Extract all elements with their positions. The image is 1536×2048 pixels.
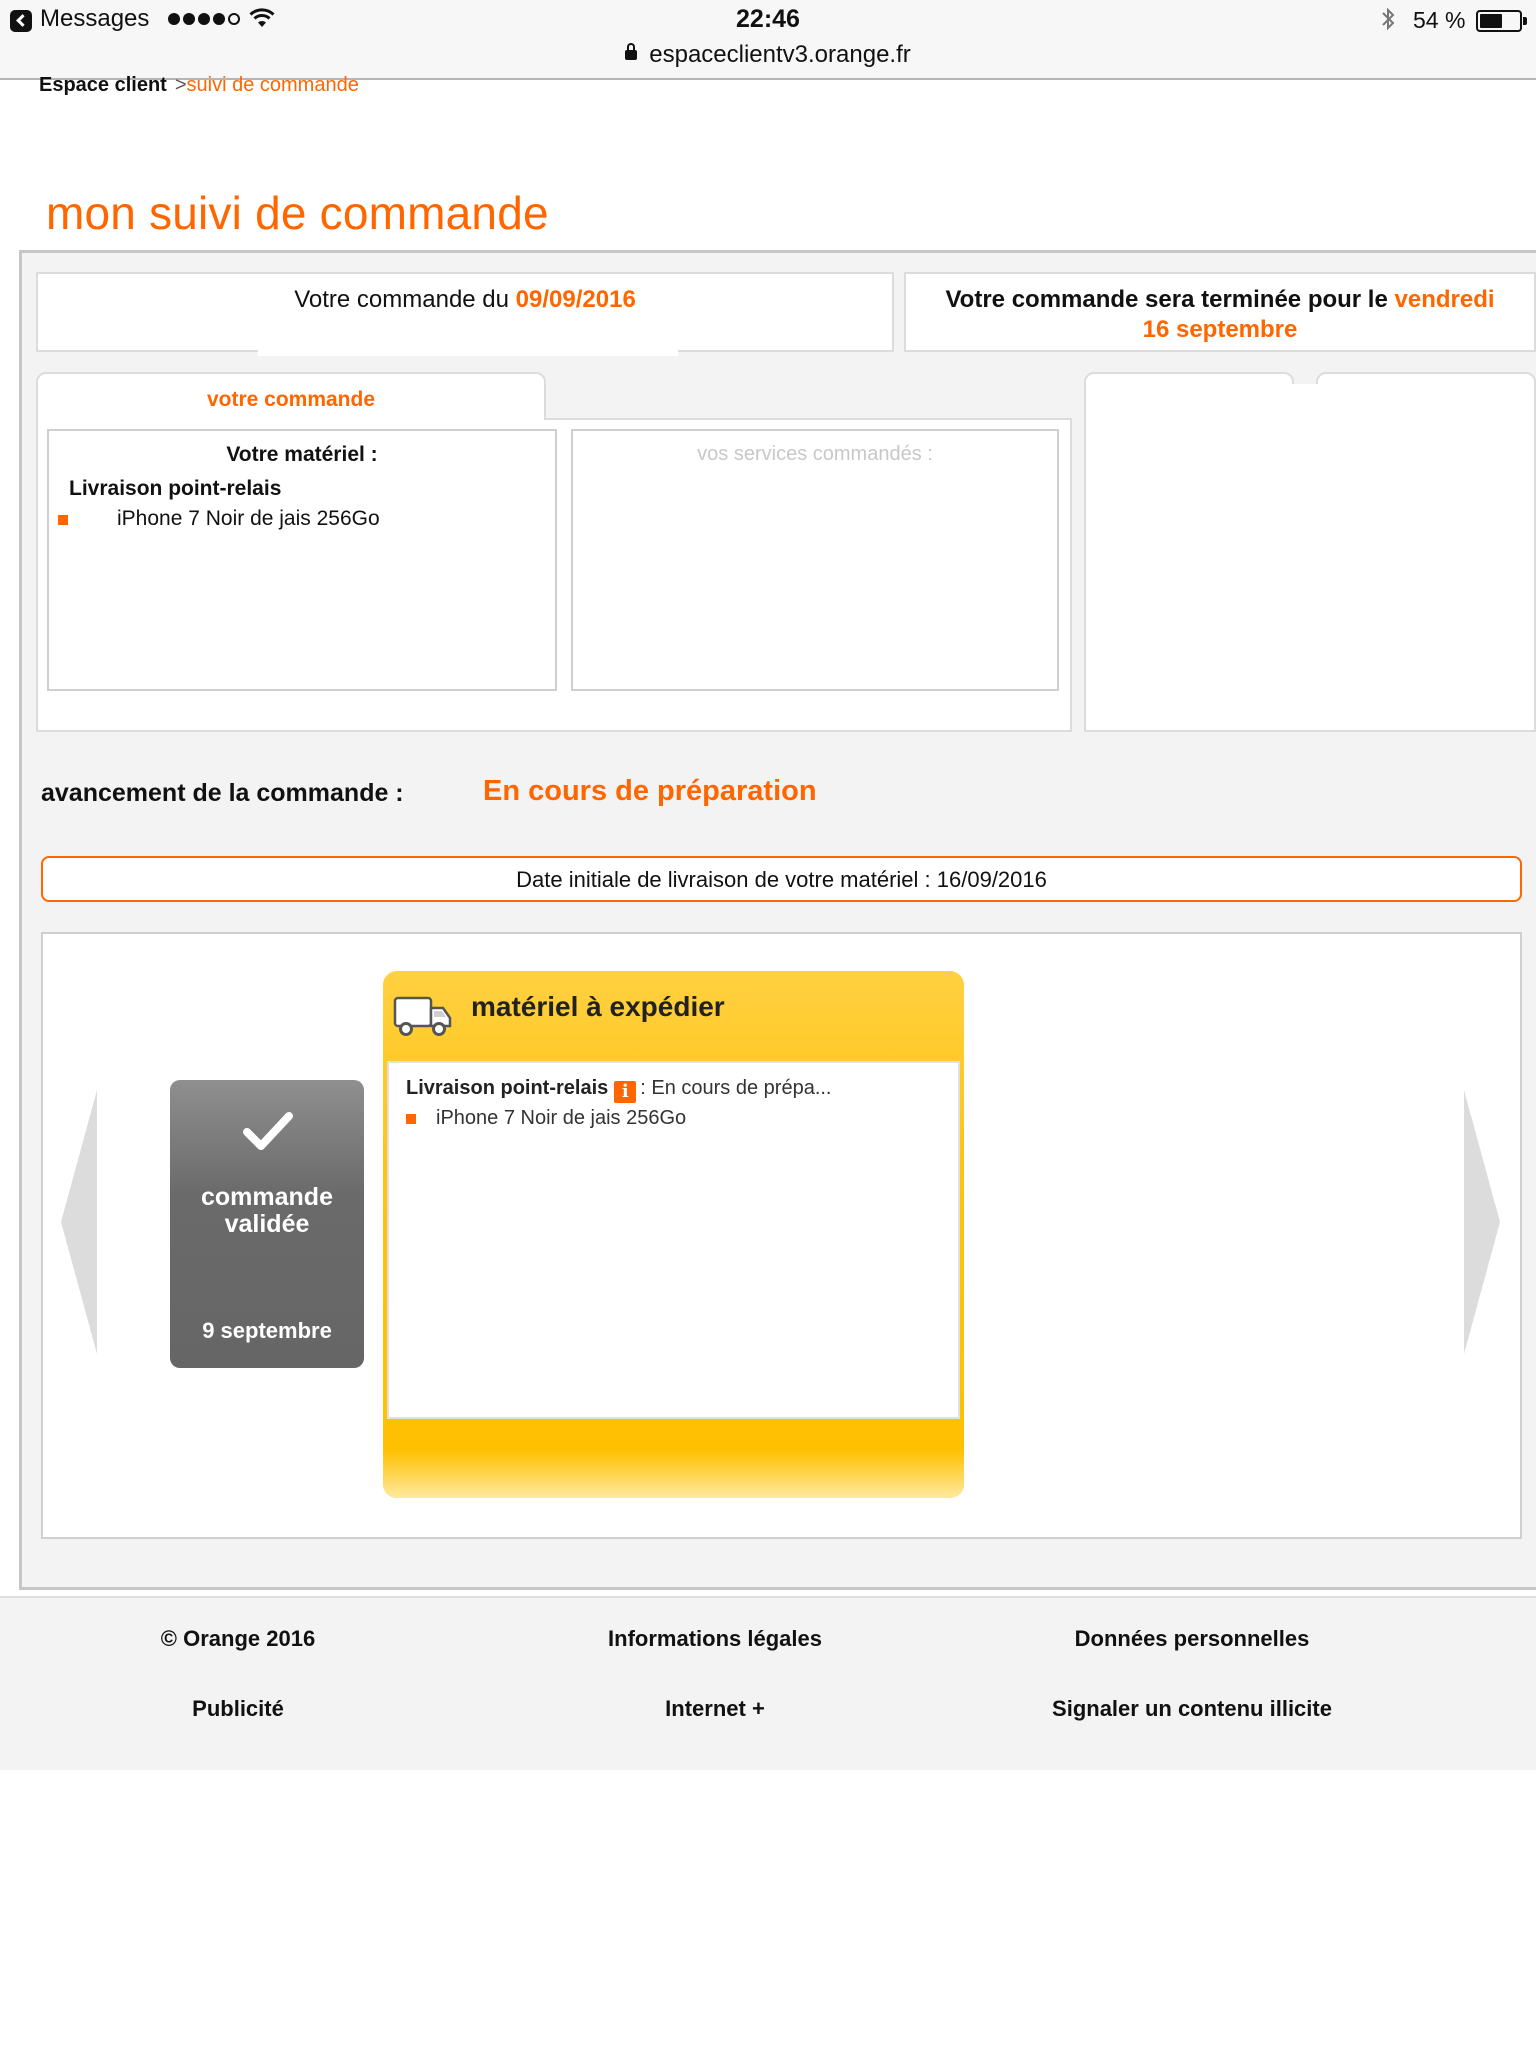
equipment-delivery-mode: Livraison point-relais — [69, 477, 282, 500]
status-bar — [0, 0, 1536, 80]
side-panel-body — [1084, 384, 1536, 732]
footer-advertising-link[interactable]: Publicité — [192, 1696, 284, 1721]
breadcrumb-separator: > — [174, 74, 187, 96]
footer-copyright: © Orange 2016 — [160, 1626, 316, 1651]
completion-box — [904, 272, 1536, 352]
order-number-redaction — [258, 316, 678, 356]
step-delivery-label: Livraison point-relais — [406, 1077, 609, 1099]
footer-report-link[interactable]: Signaler un contenu illicite — [1052, 1696, 1332, 1721]
services-title: vos services commandés : — [697, 443, 933, 465]
next-arrow-icon[interactable] — [1462, 1090, 1500, 1354]
order-date-box — [36, 272, 894, 352]
info-icon[interactable]: i — [614, 1081, 636, 1103]
lock-icon — [625, 50, 637, 60]
back-to-app-label[interactable]: Messages — [40, 5, 150, 32]
bullet-icon — [406, 1114, 416, 1124]
check-icon — [242, 1110, 294, 1154]
initial-delivery-date: Date initiale de livraison de votre matériel : 16/09/2016 — [41, 856, 1522, 902]
step-item: iPhone 7 Noir de jais 256Go — [436, 1107, 687, 1129]
progress-status: En cours de préparation — [483, 775, 817, 807]
footer-personal-data-link[interactable]: Données personnelles — [1074, 1626, 1310, 1651]
step-delivery-line — [406, 1077, 832, 1103]
step-commande-validee — [170, 1080, 364, 1368]
completion-prefix: Votre commande sera terminée pour le — [945, 286, 1395, 313]
equipment-item: iPhone 7 Noir de jais 256Go — [117, 507, 380, 530]
equipment-box — [47, 429, 557, 691]
clock: 22:46 — [736, 5, 800, 33]
footer-legal-link[interactable]: Informations légales — [608, 1626, 822, 1651]
footer-internet-plus-link[interactable]: Internet + — [665, 1696, 765, 1721]
battery-percentage: 54 % — [1413, 7, 1466, 33]
footer — [0, 1596, 1536, 1770]
step-current-body — [387, 1061, 960, 1419]
side-panel — [1084, 372, 1536, 732]
tab-votre-commande[interactable]: votre commande — [36, 372, 546, 420]
completion-line — [906, 286, 1534, 314]
order-date-prefix: Votre commande du — [294, 286, 516, 313]
step-delivery-status: : En cours de prépa... — [640, 1077, 832, 1099]
truck-icon — [393, 995, 453, 1039]
breadcrumb-home-link[interactable]: Espace client — [39, 74, 167, 96]
order-date: 09/09/2016 — [515, 286, 636, 313]
step-materiel-a-expedier — [383, 971, 964, 1498]
order-date-line — [38, 286, 892, 314]
breadcrumb — [39, 74, 359, 97]
step-validated-date: 9 septembre — [202, 1318, 332, 1343]
equipment-title: Votre matériel : — [226, 443, 378, 466]
bluetooth-icon — [1380, 6, 1396, 32]
url-text: espaceclientv3.orange.fr — [649, 41, 911, 68]
step-validated-label: commande validée — [201, 1183, 333, 1238]
bullet-icon — [58, 515, 68, 525]
page-title: mon suivi de commande — [46, 187, 549, 239]
previous-arrow-icon[interactable] — [61, 1090, 99, 1354]
progress-label: avancement de la commande : — [41, 779, 404, 807]
completion-day: vendredi — [1394, 286, 1495, 313]
breadcrumb-current: suivi de commande — [186, 74, 359, 96]
services-box — [571, 429, 1059, 691]
battery-icon — [1476, 10, 1522, 32]
step-current-title: matériel à expédier — [471, 991, 725, 1022]
address-bar[interactable] — [0, 41, 1536, 69]
completion-date: 16 septembre — [1142, 316, 1298, 343]
